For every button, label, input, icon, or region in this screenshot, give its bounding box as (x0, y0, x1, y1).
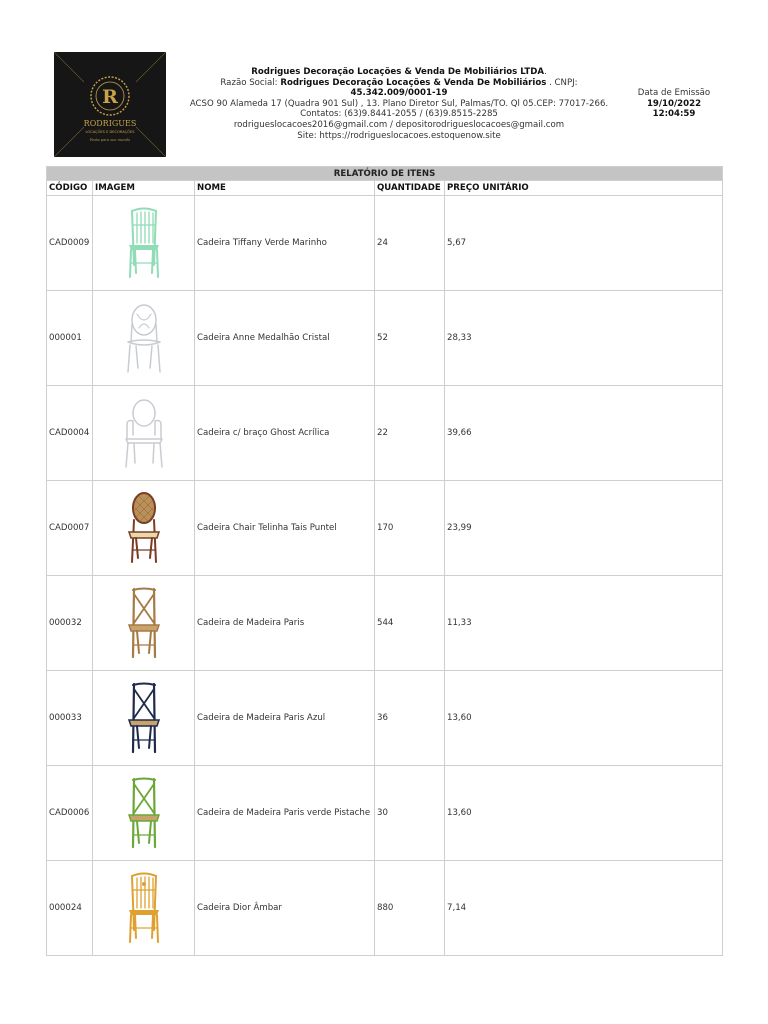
cross-back-chair-icon (119, 680, 169, 756)
company-info (184, 67, 614, 141)
emission-time: 12:04:59 (652, 109, 696, 120)
logo-brand: RODRIGUES (83, 119, 137, 128)
emission-date: 19/10/2022 (646, 98, 702, 109)
item-price: 5,67 (445, 196, 723, 291)
company-name-line: Rodrigues Decoração Locações & Venda De Mobiliários LTDA. (251, 67, 547, 77)
item-price: 13,60 (445, 766, 723, 861)
table-row (47, 386, 723, 481)
contacts-line: Contatos: (63)9.8441-2055 / (63)9.8515-2285 (300, 109, 498, 120)
item-quantity: 36 (375, 671, 445, 766)
tiffany-chair-icon (119, 205, 169, 281)
item-quantity: 22 (375, 386, 445, 481)
item-price: 11,33 (445, 576, 723, 671)
item-image (93, 576, 195, 671)
table-row (47, 576, 723, 671)
item-quantity: 24 (375, 196, 445, 291)
column-header-image: IMAGEM (93, 181, 195, 196)
item-price: 39,66 (445, 386, 723, 481)
item-quantity: 880 (375, 861, 445, 956)
item-quantity: 52 (375, 291, 445, 386)
item-name: Cadeira Dior Âmbar (195, 861, 375, 956)
report-title: RELATÓRIO DE ITENS (47, 167, 723, 181)
logo-sub: LOCAÇÕES E DECORAÇÕES (85, 130, 135, 134)
item-code: 000033 (47, 671, 93, 766)
cross-back-chair-icon (119, 585, 169, 661)
cnpj: 45.342.009/0001-19 (350, 88, 448, 99)
table-row (47, 671, 723, 766)
address-line: ACSO 90 Alameda 17 (Quadra 901 Sul) , 13. Plano Diretor Sul, Palmas/TO. Ql 05.CEP: 77017-266. (189, 98, 609, 109)
dior-chair-icon (119, 870, 169, 946)
razao-social: Rodrigues Decoração Locações & Venda De Mobiliários (280, 77, 547, 88)
item-image (93, 861, 195, 956)
item-code: CAD0004 (47, 386, 93, 481)
table-row (47, 196, 723, 291)
report-title-row (47, 167, 723, 181)
logo-tagline: Festa para seu mundo (89, 138, 131, 142)
emission-label: Data de Emissão (637, 88, 711, 98)
item-price: 13,60 (445, 671, 723, 766)
table-row (47, 861, 723, 956)
items-table (46, 166, 723, 956)
column-header-code: CÓDIGO (47, 181, 93, 196)
item-name: Cadeira de Madeira Paris verde Pistache (195, 766, 375, 861)
item-image (93, 196, 195, 291)
item-name: Cadeira Chair Telinha Tais Puntel (195, 481, 375, 576)
item-name: Cadeira de Madeira Paris Azul (195, 671, 375, 766)
emission-info (626, 88, 722, 120)
medallion-chair-icon (119, 300, 169, 376)
cnpj-line (184, 88, 614, 99)
item-quantity: 30 (375, 766, 445, 861)
report-header (54, 50, 722, 158)
table-row (47, 291, 723, 386)
item-image (93, 671, 195, 766)
item-code: CAD0007 (47, 481, 93, 576)
item-name: Cadeira Tiffany Verde Marinho (195, 196, 375, 291)
table-row (47, 766, 723, 861)
item-quantity: 170 (375, 481, 445, 576)
item-code: 000032 (47, 576, 93, 671)
logo-emblem-icon (54, 52, 166, 157)
company-name: Rodrigues Decoração Locações & Venda De Mobiliários LTDA (251, 67, 544, 77)
item-image (93, 291, 195, 386)
item-name: Cadeira c/ braço Ghost Acrílica (195, 386, 375, 481)
item-quantity: 544 (375, 576, 445, 671)
site-line: Site: https://rodrigueslocacoes.estoquenow.site (297, 130, 501, 141)
item-image (93, 481, 195, 576)
cane-back-chair-icon (119, 490, 169, 566)
item-code: 000024 (47, 861, 93, 956)
column-header-quantity: QUANTIDADE (375, 181, 445, 196)
items-report (46, 166, 722, 956)
item-price: 28,33 (445, 291, 723, 386)
item-price: 23,99 (445, 481, 723, 576)
item-image (93, 766, 195, 861)
column-header-price: PREÇO UNITÁRIO (445, 181, 723, 196)
razao-social-line: Razão Social: Rodrigues Decoração Locações & Venda De Mobiliários . CNPJ: (220, 77, 578, 88)
item-code: CAD0006 (47, 766, 93, 861)
column-header-name: NOME (195, 181, 375, 196)
item-code: 000001 (47, 291, 93, 386)
item-image (93, 386, 195, 481)
ghost-armchair-icon (119, 395, 169, 471)
logo-letter: R (102, 86, 118, 108)
emails-line: rodrigueslocacoes2016@gmail.com / depositorodrigueslocacoes@gmail.com (233, 119, 565, 130)
item-code: CAD0009 (47, 196, 93, 291)
item-name: Cadeira Anne Medalhão Cristal (195, 291, 375, 386)
cross-back-chair-icon (119, 775, 169, 851)
item-name: Cadeira de Madeira Paris (195, 576, 375, 671)
table-header-row (47, 181, 723, 196)
item-price: 7,14 (445, 861, 723, 956)
company-logo (54, 52, 166, 157)
table-row (47, 481, 723, 576)
